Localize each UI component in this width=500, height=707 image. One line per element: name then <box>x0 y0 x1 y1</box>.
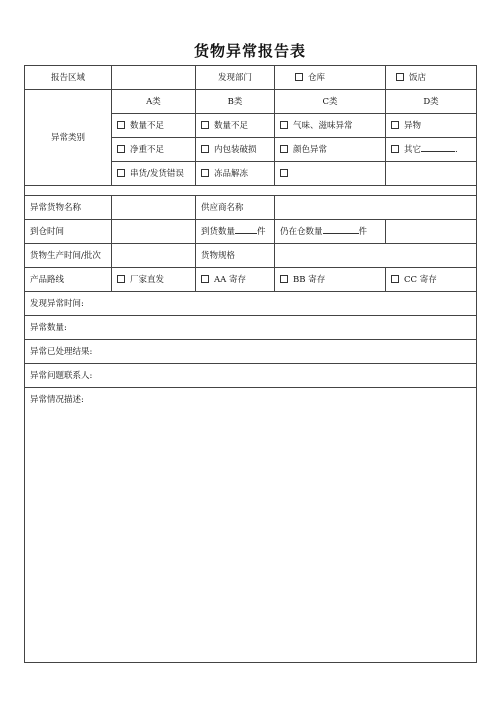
spec-label: 货物规格 <box>196 244 275 268</box>
checkbox-icon[interactable] <box>201 275 209 283</box>
supplier-value[interactable] <box>275 196 477 220</box>
production-value[interactable] <box>112 244 196 268</box>
checkbox-icon[interactable] <box>396 73 404 81</box>
fill-in-blank[interactable] <box>323 225 359 234</box>
description-field[interactable]: 异常情况描述: <box>25 388 477 663</box>
fill-in-blank[interactable] <box>235 225 257 234</box>
option-restaurant[interactable]: 饭店 <box>386 66 477 90</box>
category-option-other[interactable]: 其它 . <box>386 138 477 162</box>
goods-name-label: 异常货物名称 <box>25 196 112 220</box>
category-header-row <box>25 90 477 114</box>
category-header-d: D类 <box>386 90 477 114</box>
area-value-cell[interactable] <box>112 66 196 90</box>
in-stock-extra <box>386 220 477 244</box>
category-header-b: B类 <box>196 90 275 114</box>
category-option-empty[interactable] <box>275 162 386 186</box>
found-time-field[interactable]: 发现异常时间: <box>25 292 477 316</box>
category-option[interactable]: 冻品解冻 <box>196 162 275 186</box>
route-option[interactable]: CC 寄存 <box>386 268 477 292</box>
checkbox-icon[interactable] <box>201 145 209 153</box>
fill-in-blank[interactable] <box>421 143 455 152</box>
checkbox-icon[interactable] <box>391 121 399 129</box>
checkbox-icon[interactable] <box>201 169 209 177</box>
spacer-row <box>25 186 477 196</box>
category-option[interactable]: 数量不足 <box>196 114 275 138</box>
dept-label: 发现部门 <box>196 66 275 90</box>
option-warehouse[interactable]: 仓库 <box>275 66 386 90</box>
category-option[interactable]: 气味、滋味异常 <box>275 114 386 138</box>
category-option[interactable]: 内包装破损 <box>196 138 275 162</box>
form-title: 货物异常报告表 <box>193 42 306 60</box>
description-row <box>25 388 477 663</box>
goods-row <box>25 196 477 220</box>
route-option[interactable]: AA 寄存 <box>196 268 275 292</box>
route-option[interactable]: 厂家直发 <box>112 268 196 292</box>
checkbox-icon[interactable] <box>391 145 399 153</box>
category-header-a: A类 <box>112 90 196 114</box>
goods-name-value[interactable] <box>112 196 196 220</box>
contact-row <box>25 364 477 388</box>
category-option[interactable]: 数量不足 <box>112 114 196 138</box>
area-row <box>25 66 477 90</box>
production-row <box>25 244 477 268</box>
arrival-time-label: 到仓时间 <box>25 220 112 244</box>
result-field[interactable]: 异常已处理结果: <box>25 340 477 364</box>
checkbox-icon[interactable] <box>280 145 288 153</box>
category-empty-cell <box>386 162 477 186</box>
category-option[interactable]: 净重不足 <box>112 138 196 162</box>
category-option[interactable]: 串货/发货错误 <box>112 162 196 186</box>
route-row <box>25 268 477 292</box>
checkbox-icon[interactable] <box>117 145 125 153</box>
checkbox-icon[interactable] <box>117 275 125 283</box>
found-time-row <box>25 292 477 316</box>
checkbox-icon[interactable] <box>117 169 125 177</box>
route-option[interactable]: BB 寄存 <box>275 268 386 292</box>
checkbox-icon[interactable] <box>391 275 399 283</box>
quantity-field[interactable]: 异常数量: <box>25 316 477 340</box>
checkbox-icon[interactable] <box>117 121 125 129</box>
spec-value[interactable] <box>275 244 477 268</box>
category-option[interactable]: 颜色异常 <box>275 138 386 162</box>
contact-field[interactable]: 异常问题联系人: <box>25 364 477 388</box>
checkbox-icon[interactable] <box>280 121 288 129</box>
arrival-qty-cell[interactable]: 到货数量 件 <box>196 220 275 244</box>
in-stock-qty-cell[interactable]: 仍在仓数量 件 <box>275 220 386 244</box>
route-label: 产品路线 <box>25 268 112 292</box>
checkbox-icon[interactable] <box>201 121 209 129</box>
checkbox-icon[interactable] <box>280 169 288 177</box>
arrival-row <box>25 220 477 244</box>
arrival-time-value[interactable] <box>112 220 196 244</box>
checkbox-icon[interactable] <box>295 73 303 81</box>
supplier-label: 供应商名称 <box>196 196 275 220</box>
production-label: 货物生产时间/批次 <box>25 244 112 268</box>
report-form <box>24 65 477 663</box>
category-option[interactable]: 异物 <box>386 114 477 138</box>
category-header-c: C类 <box>275 90 386 114</box>
area-label: 报告区域 <box>25 66 112 90</box>
checkbox-icon[interactable] <box>280 275 288 283</box>
category-label: 异常类别 <box>25 90 112 186</box>
quantity-row <box>25 316 477 340</box>
result-row <box>25 340 477 364</box>
